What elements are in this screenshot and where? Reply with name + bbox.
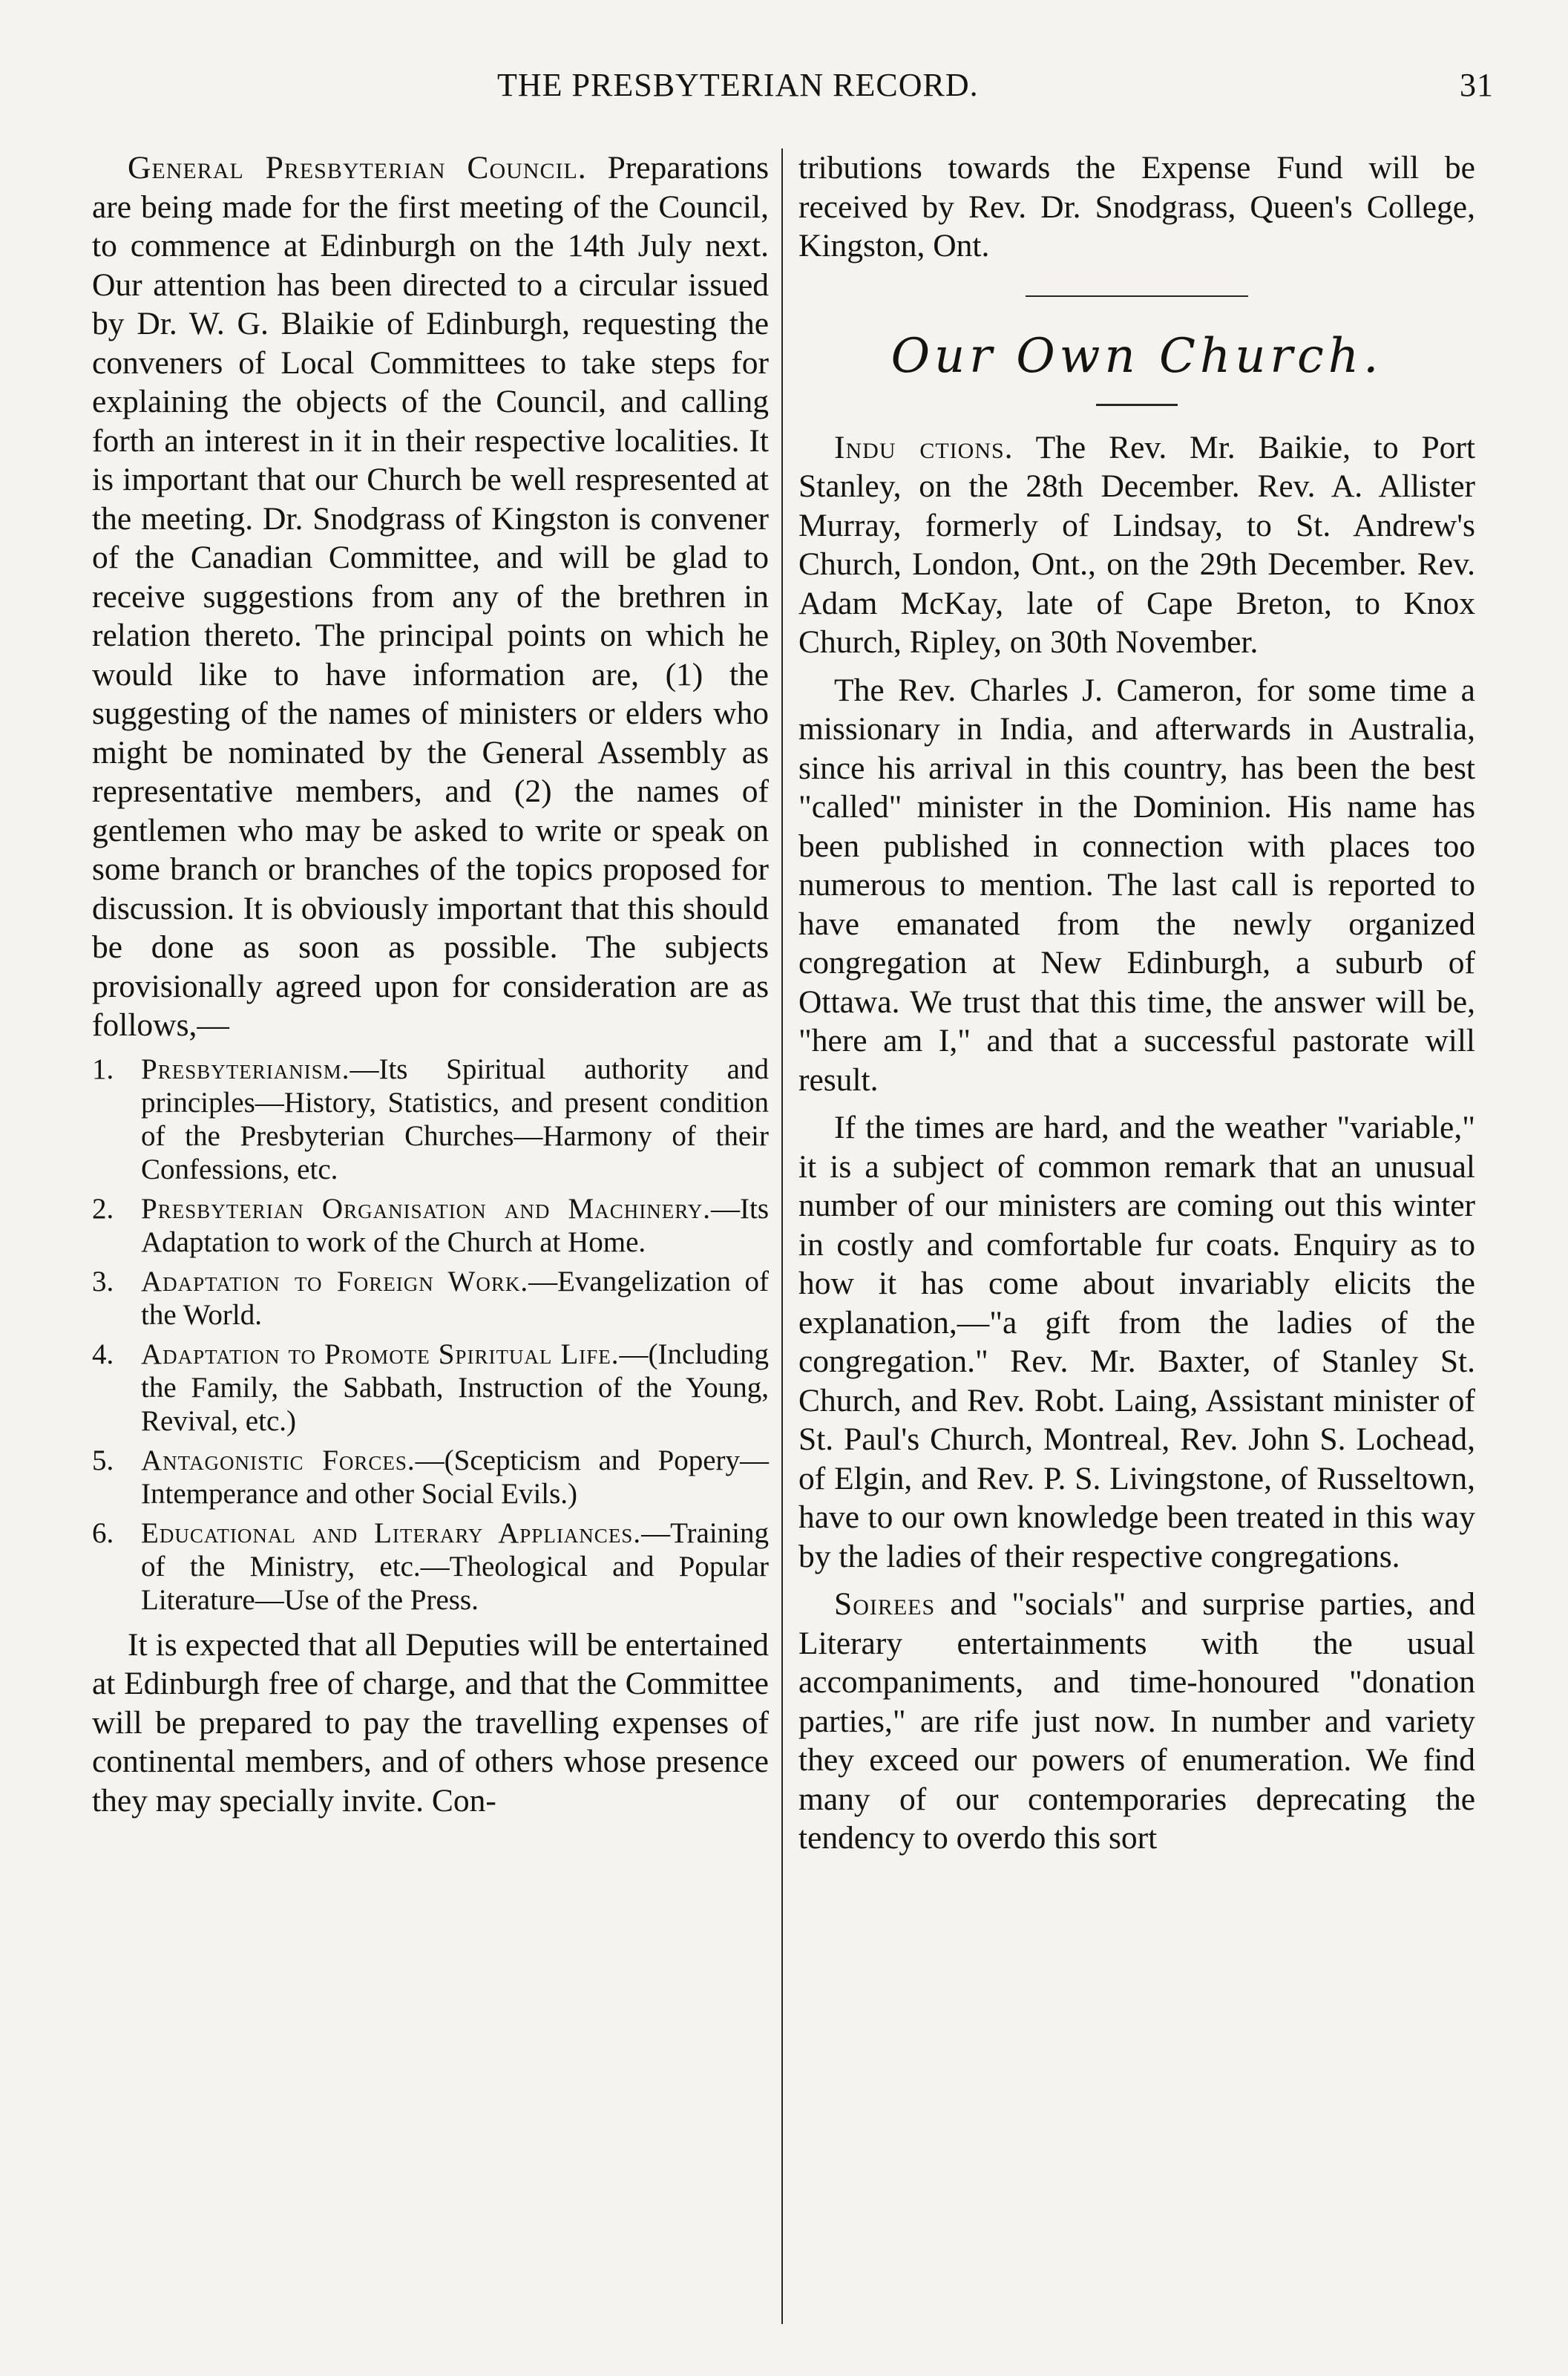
inductions-label: Indu ctions.: [834, 429, 1014, 465]
topic-number: 4.: [92, 1338, 114, 1370]
topic-title: Presbyterian Organisation and Machinery.: [141, 1192, 711, 1225]
topic-number: 6.: [92, 1516, 114, 1549]
journal-title: THE PRESBYTERIAN RECORD.: [497, 67, 979, 103]
topic-number: 3.: [92, 1265, 114, 1297]
council-continuation: tributions towards the Expense Fund will be received by Rev. Dr. Snodgrass, Queen's College, Kingston, Ont.: [798, 150, 1475, 264]
soirees-label: Soirees: [834, 1586, 936, 1622]
soirees-paragraph: [798, 1585, 1475, 1858]
council-closing-paragraph: It is expected that all Deputies will be entertained at Edinburgh free of charge, and that the Committee will be prepared to pay the travelling expenses of continental members, and of others whose presence they may specially invite. Con-: [92, 1626, 769, 1819]
topic-title: Educational and Literary Appliances.: [141, 1516, 642, 1549]
soirees-text: and "socials" and surprise parties, and Literary entertainments with the usual accompaniments, and time-honoured "donation parties," are rife just now. In number and variety they exceed our powers of enumeration. We find many of our contemporaries deprecating the tendency to overdo this sort: [798, 1586, 1475, 1856]
section-title: Our Own Church.: [890, 328, 1383, 384]
topic-title: Presbyterianism.: [141, 1053, 350, 1085]
council-heading: General Presbyterian Council.: [128, 150, 587, 186]
fur-coats-paragraph: If the times are hard, and the weather "variable," it is a subject of common remark that an unusual number of our ministers are coming out this winter in costly and comfortable fur coats. Enquiry as to how it has come about invariably elicits the explanation,—"a gift from the ladies of the congregation." Rev. Mr. Baxter, of Stanley St. Church, and Rev. Robt. Laing, Assistant minister of St. Paul's Church, Montreal, Rev. John S. Lochead, of Elgin, and Rev. P. S. Livingstone, of Russeltown, have to our own knowledge been treated in this way by the ladies of their respective congregations.: [798, 1110, 1475, 1574]
topic-item: [92, 1265, 769, 1332]
topic-body: —(Scepticism and Popery—Intemperance and other Social Evils.): [141, 1444, 769, 1510]
topic-item: [92, 1516, 769, 1617]
page-number: 31: [1460, 67, 1494, 103]
topic-body: —Evangelization of the World.: [141, 1265, 769, 1331]
inductions-paragraph: [798, 428, 1475, 662]
council-article-intro: [92, 148, 769, 1045]
topic-number: 1.: [92, 1053, 114, 1085]
column-divider: [781, 148, 783, 2324]
topic-number: 5.: [92, 1444, 114, 1476]
topic-item: [92, 1338, 769, 1438]
topic-item: [92, 1192, 769, 1259]
topic-title: Adaptation to Promote Spiritual Life.: [141, 1338, 620, 1370]
topic-body: —Its Adaptation to work of the Church at Home.: [141, 1192, 769, 1258]
title-underline: [1096, 404, 1178, 406]
inductions-text: The Rev. Mr. Baikie, to Port Stanley, on the 28th December. Rev. A. Allister Murray, formerly of Lindsay, to St. Andrew's Church, London, Ont., on the 29th December. Rev. Adam McKay, late of Cape Breton, to Knox Church, Ripley, on 30th November.: [798, 429, 1475, 660]
topic-number: 2.: [92, 1192, 114, 1225]
topics-list: [92, 1053, 769, 1617]
topic-item: [92, 1444, 769, 1511]
topic-body: —Training of the Ministry, etc.—Theological and Popular Literature—Use of the Press.: [141, 1516, 769, 1616]
topic-title: Adaptation to Foreign Work.: [141, 1265, 529, 1297]
left-column: [92, 148, 769, 2331]
section-divider: [1026, 295, 1248, 297]
topic-body: —Its Spiritual authority and principles—History, Statistics, and present condition of the Presbyterian Churches—Harmony of their Confessions, etc.: [141, 1053, 769, 1185]
cameron-paragraph: The Rev. Charles J. Cameron, for some time a missionary in India, and afterwards in Australia, since his arrival in this country, has been the best "called" minister in the Dominion. His name has been published in connection with places too numerous to mention. The last call is reported to have emanated from the newly organized congregation at New Edinburgh, a suburb of Ottawa. We trust that this time, the answer will be, "here am I," and that a successful pastorate will result.: [798, 672, 1475, 1098]
council-intro-text: Preparations are being made for the first meeting of the Council, to commence at Edinburgh on the 14th July next. Our attention has been directed to a circular issued by Dr. W. G. Blaikie of Edinburgh, requesting the conveners of Local Committees to take steps for explaining the objects of the Council, and calling forth an interest in it in their respective localities. It is important that our Church be well respresented at the meeting. Dr. Snodgrass of Kingston is convener of the Canadian Committee, and will be glad to receive suggestions from any of the brethren in relation thereto. The principal points on which he would like to have information are, (1) the suggesting of the names of ministers or elders who might be nominated by the General Assembly as representative members, and (2) the names of gentlemen who may be asked to write or speak on some branch or branches of the topics proposed for discussion. It is obviously important that this should be done as soon as possible. The subjects provisionally agreed upon for consideration are as follows,—: [92, 150, 769, 1043]
running-head: [59, 59, 1509, 111]
right-column: [798, 148, 1475, 2331]
topic-body: —(Including the Family, the Sabbath, Instruction of the Young, Revival, etc.): [141, 1338, 769, 1437]
topic-item: [92, 1053, 769, 1186]
topic-title: Antagonistic Forces.: [141, 1444, 416, 1476]
